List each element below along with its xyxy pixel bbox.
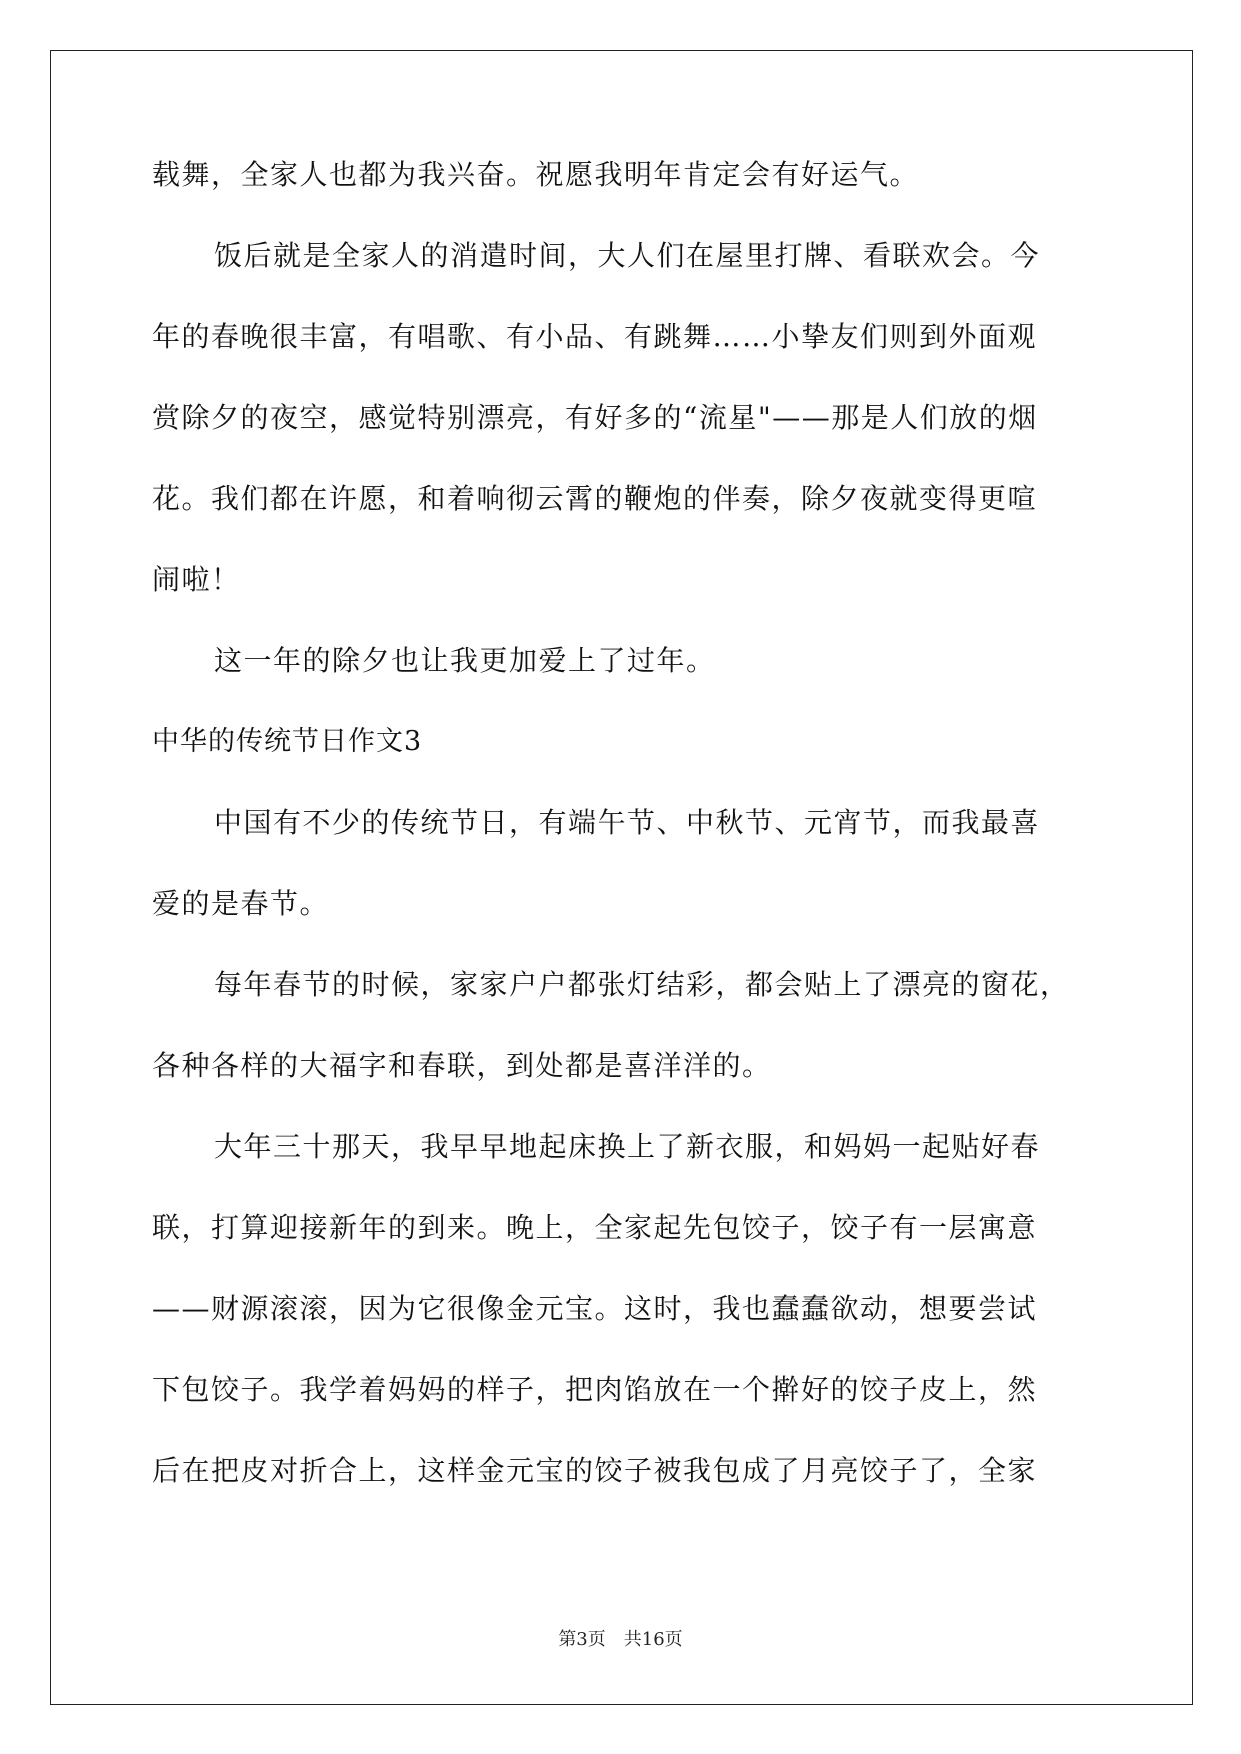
current-page-number: 第3页 (558, 1629, 606, 1650)
text-line: 大年三十那天，我早早地起床换上了新衣服，和妈妈一起贴好春 (214, 1130, 1041, 1163)
text-line: 年的春晚很丰富，有唱歌、有小品、有跳舞……小挚友们则到外面观 (152, 320, 1038, 353)
total-pages: 共16页 (623, 1629, 683, 1650)
text-line: 花。我们都在许愿，和着响彻云霄的鞭炮的伴奏，除夕夜就变得更喧 (152, 482, 1038, 515)
text-line: 赏除夕的夜空，感觉特别漂亮，有好多的“流星"——那是人们放的烟 (152, 401, 1038, 434)
document-body (152, 160, 1092, 1537)
text-line: 爱的是春节。 (152, 887, 330, 920)
text-line: 后在把皮对折合上，这样金元宝的饺子被我包成了月亮饺子了，全家 (152, 1454, 1038, 1487)
text-line: 饭后就是全家人的消遣时间，大人们在屋里打牌、看联欢会。今 (214, 239, 1041, 272)
text-line: 下包饺子。我学着妈妈的样子，把肉馅放在一个擀好的饺子皮上，然 (152, 1373, 1038, 1406)
text-line: 中国有不少的传统节日，有端午节、中秋节、元宵节，而我最喜 (214, 806, 1041, 839)
text-line: 载舞，全家人也都为我兴奋。祝愿我明年肯定会有好运气。 (152, 158, 920, 191)
section-heading: 中华的传统节日作文3 (152, 726, 423, 757)
text-line: 这一年的除夕也让我更加爱上了过年。 (214, 644, 716, 677)
text-line: ——财源滚滚，因为它很像金元宝。这时，我也蠢蠢欲动，想要尝试 (152, 1292, 1038, 1325)
text-line: 联，打算迎接新年的到来。晚上，全家起先包饺子，饺子有一层寓意 (152, 1211, 1038, 1244)
text-line: 闹啦！ (152, 563, 241, 596)
page-footer (0, 1625, 1241, 1651)
text-line: 每年春节的时候，家家户户都张灯结彩，都会贴上了漂亮的窗花， (214, 968, 1070, 1001)
text-line: 各种各样的大福字和春联，到处都是喜洋洋的。 (152, 1049, 772, 1082)
